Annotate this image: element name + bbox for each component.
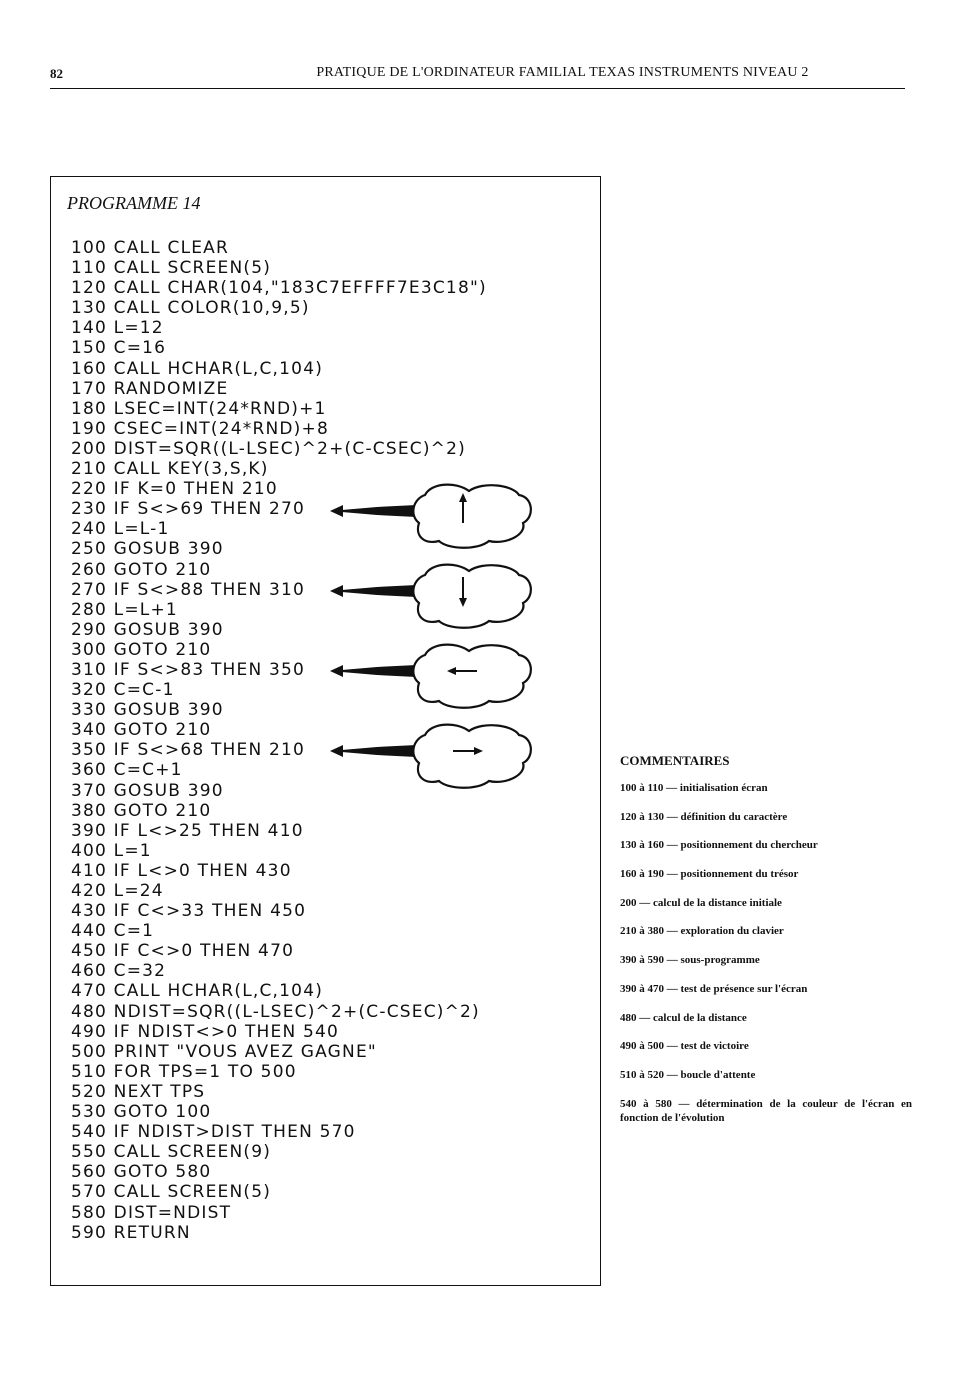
code-line: 170 RANDOMIZE (71, 378, 229, 399)
code-line: 200 DIST=SQR((L-LSEC)^2+(C-CSEC)^2) (71, 438, 466, 459)
bubble-right (330, 725, 531, 788)
code-line: 140 L=12 (71, 318, 164, 339)
code-line: 410 IF L<>0 THEN 430 (71, 860, 292, 881)
comment-item: 160 à 190 — positionnement du trésor (620, 868, 799, 881)
code-line: 110 CALL SCREEN(5) (71, 258, 272, 279)
code-line: 400 L=1 (71, 840, 152, 861)
code-line: 450 IF C<>0 THEN 470 (71, 941, 295, 962)
code-line: 480 NDIST=SQR((L-LSEC)^2+(C-CSEC)^2) (71, 1001, 480, 1022)
code-line: 330 GOSUB 390 (71, 700, 224, 721)
code-line: 380 GOTO 210 (71, 800, 212, 821)
code-line: 150 C=16 (71, 338, 167, 359)
code-line: 420 L=24 (71, 881, 164, 901)
code-line: 240 L=L-1 (71, 519, 170, 540)
code-line: 250 GOSUB 390 (71, 539, 224, 560)
code-line: 280 L=L+1 (71, 599, 178, 620)
code-line: 370 GOSUB 390 (71, 780, 224, 801)
comment-item: 210 à 380 — exploration du clavier (620, 925, 784, 938)
code-line: 310 IF S<>83 THEN 350 (71, 659, 306, 680)
bubble-left (330, 645, 531, 708)
code-line: 570 CALL SCREEN(5) (71, 1182, 272, 1203)
code-line: 270 IF S<>88 THEN 310 (71, 579, 306, 600)
comment-item: 130 à 160 — positionnement du chercheur (620, 839, 818, 852)
comments-section (620, 753, 912, 1139)
comment-item: 200 — calcul de la distance initiale (620, 896, 782, 909)
code-line: 510 FOR TPS=1 TO 500 (71, 1061, 297, 1082)
code-line: 160 CALL HCHAR(L,C,104) (71, 358, 324, 379)
code-line: 220 IF K=0 THEN 210 (71, 479, 278, 500)
code-line: 320 C=C-1 (71, 680, 175, 701)
code-line: 440 C=1 (71, 921, 155, 942)
code-line: 520 NEXT TPS (71, 1081, 206, 1102)
code-line: 260 GOTO 210 (71, 559, 212, 580)
comment-item: 100 à 110 — initialisation écran (620, 782, 768, 794)
code-line: 130 CALL COLOR(10,9,5) (71, 298, 310, 319)
code-line: 120 CALL CHAR(104,"183C7EFFFF7E3C18") (71, 278, 487, 299)
code-line: 430 IF C<>33 THEN 450 (71, 901, 307, 922)
bubble-down (330, 565, 531, 628)
comment-item: 390 à 590 — sous-programme (620, 954, 760, 967)
key-arrows (51, 177, 602, 1287)
running-title: PRATIQUE DE L'ORDINATEUR FAMILIAL TEXAS INSTRUMENTS NIVEAU 2 (316, 65, 809, 80)
page-header (50, 60, 905, 89)
code-line: 590 RETURN (71, 1222, 191, 1243)
comment-item: 490 à 500 — test de victoire (620, 1040, 749, 1053)
code-line: 390 IF L<>25 THEN 410 (71, 820, 304, 841)
code-line: 550 CALL SCREEN(9) (71, 1142, 272, 1163)
code-line: 340 GOTO 210 (71, 720, 212, 741)
code-line: 190 CSEC=INT(24*RND)+8 (71, 418, 329, 439)
code-line: 560 GOTO 580 (71, 1162, 212, 1183)
program-title: PROGRAMME 14 (67, 193, 201, 213)
comment-item: 120 à 130 — définition du caractère (620, 810, 788, 823)
comments-list (620, 781, 912, 1125)
code-line: 350 IF S<>68 THEN 210 (71, 740, 306, 761)
code-line: 490 IF NDIST<>0 THEN 540 (71, 1021, 340, 1042)
code-line: 530 GOTO 100 (71, 1102, 212, 1123)
code-line: 290 GOSUB 390 (71, 619, 224, 640)
code-line: 210 CALL KEY(3,S,K) (71, 459, 269, 480)
code-line: 500 PRINT "VOUS AVEZ GAGNE" (71, 1041, 377, 1062)
code-line: 360 C=C+1 (71, 760, 183, 781)
code-line: 230 IF S<>69 THEN 270 (71, 499, 306, 520)
code-line: 580 DIST=NDIST (71, 1202, 232, 1223)
bubble-up (330, 485, 531, 548)
code-line: 470 CALL HCHAR(L,C,104) (71, 981, 324, 1002)
program-listing-box (50, 176, 601, 1286)
comment-item: 510 à 520 — boucle d'attente (620, 1068, 756, 1081)
code-line: 540 IF NDIST>DIST THEN 570 (71, 1122, 356, 1143)
code-line: 100 CALL CLEAR (71, 238, 230, 258)
comment-item: 390 à 470 — test de présence sur l'écran (620, 982, 808, 995)
comment-item: 540 à 580 — détermination de la couleur de l'écran en fonction de l'évolution (620, 1097, 912, 1124)
code-line: 460 C=32 (71, 961, 167, 982)
code-line: 180 LSEC=INT(24*RND)+1 (71, 398, 327, 419)
code-line: 300 GOTO 210 (71, 639, 212, 660)
comment-item: 480 — calcul de la distance (620, 1011, 747, 1024)
page-number: 82 (50, 66, 63, 81)
comments-title: COMMENTAIRES (620, 753, 730, 768)
